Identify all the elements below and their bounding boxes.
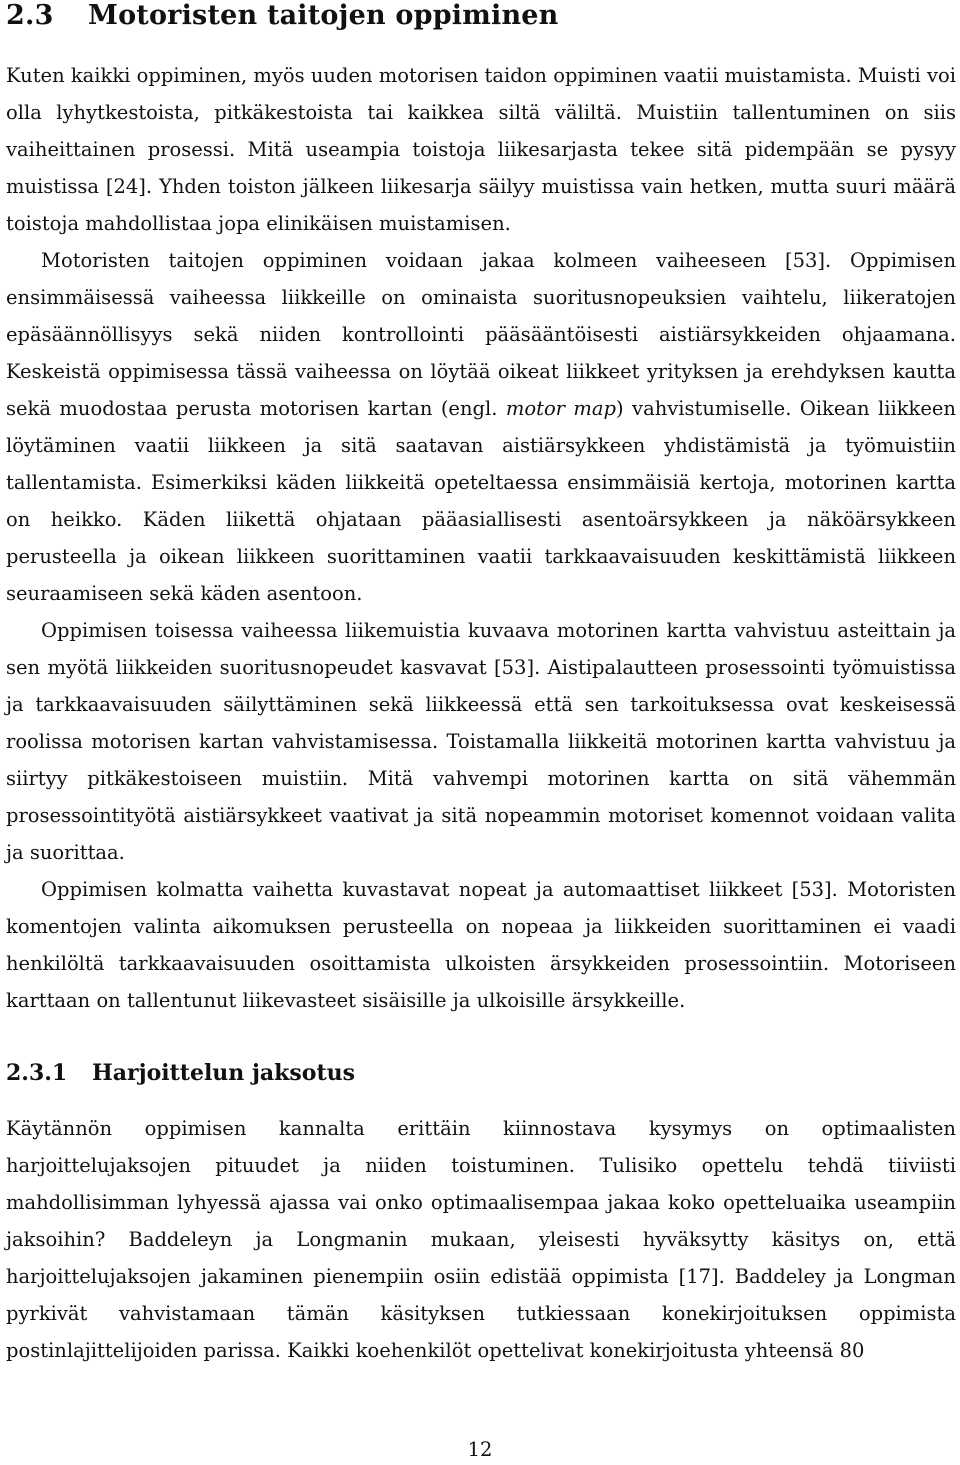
section-number: 2.3 xyxy=(6,0,54,31)
paragraph-text: . Aistipalautteen prosessointi työmuistissa ja tarkkaavaisuuden säilyttäminen sekä liikkeessä että sen tarkoituksessa ovat keskeisessä roolissa motorisen kartan vahvistamisessa. Toistamalla liikkeitä motorinen kartta vahvistuu ja siirtyy pitkäkestoiseen muistiin. Mitä vahvempi motorinen kartta on sitä vähemmän prosessointityötä aistiärsykkeet vaativat ja sitä nopeammin motoriset komennot voidaan valita ja suorittaa. xyxy=(6,656,956,864)
citation-link[interactable]: [53] xyxy=(791,878,832,901)
citation-link[interactable]: [53] xyxy=(784,249,826,272)
citation-link[interactable]: [24] xyxy=(105,175,146,198)
paragraph xyxy=(6,57,956,242)
paragraph-text: Oppimisen toisessa vaiheessa liikemuistia kuvaava motorinen kartta vahvistuu asteittain ja sen myötä liikkeiden suoritusnopeudet kasvavat xyxy=(6,619,956,679)
section-heading xyxy=(6,0,956,40)
paragraph-text: . Oppimisen ensimmäisessä vaiheessa liikkeille on ominaista suoritusnopeuksien vaihtelu, liikeratojen epäsäännöllisyys sekä niiden kontrollointi pääsääntöisesti aistiärsykkeiden ohjaamana. Keskeistä oppimisessa tässä vaiheessa on löytää oikeat liikkeet yrityksen ja erehdyksen kautta sekä muodostaa perusta motorisen kartan (engl. xyxy=(6,249,956,420)
paragraph xyxy=(6,612,956,871)
section-body xyxy=(6,57,956,1019)
paragraph-text: ) vahvistumiselle. Oikean liikkeen löytäminen vaatii liikkeen ja sitä saatavan aistiärsykkeen yhdistämistä ja työmuistiin tallentamista. Esimerkiksi käden liikkeitä opeteltaessa ensimmäisiä kertoja, motorinen kartta on heikko. Käden liikettä ohjataan pääasiallisesti asentoärsykkeen ja näköärsykkeen perusteella ja oikean liikkeen suorittaminen vaatii tarkkaavaisuuden keskittämistä liikkeen seuraamiseen sekä käden asentoon. xyxy=(6,397,956,605)
paragraph xyxy=(6,871,956,1019)
paragraph-text: Käytännön oppimisen kannalta erittäin kiinnostava kysymys on optimaalisten harjoittelujaksojen pituudet ja niiden toistuminen. Tulisiko opettelu tehdä tiiviisti mahdollisimman lyhyessä ajassa vai onko optimaalisempaa jakaa koko opetteluaika useampiin jaksoihin? Baddeleyn ja Longmanin mukaan, yleisesti hyväksytty käsitys on, että harjoittelujaksojen jakaminen pienempiin osiin edistää oppimista xyxy=(6,1117,956,1288)
paragraph-text: . Baddeley ja Longman pyrkivät vahvistamaan tämän käsityksen tutkiessaan konekirjoituksen oppimista postinlajittelijoiden parissa. Kaikki koehenkilöt opettelivat konekirjoitusta yhteensä 80 xyxy=(6,1265,956,1362)
subsection-heading xyxy=(6,1057,956,1089)
paragraph-text: Oppimisen kolmatta vaihetta kuvastavat nopeat ja automaattiset liikkeet xyxy=(41,878,792,901)
subsection-body xyxy=(6,1110,956,1369)
paragraph-text: Kuten kaikki oppiminen, myös uuden motorisen taidon oppiminen vaatii muistamista. Muisti voi olla lyhytkestoista, pitkäkestoista tai kaikkea siltä väliltä. Muistiin tallentuminen on siis vaiheittainen prosessi. Mitä useampia toistoja liikesarjasta tekee sitä pidempään se pysyy muistissa xyxy=(6,64,956,198)
emphasized-term: motor map xyxy=(505,397,617,420)
subsection-title: Harjoittelun jaksotus xyxy=(92,1060,356,1086)
paragraph-text: Motoristen taitojen oppiminen voidaan jakaa kolmeen vaiheeseen xyxy=(41,249,785,272)
section-title: Motoristen taitojen oppiminen xyxy=(88,0,559,31)
paragraph-text: . Yhden toiston jälkeen liikesarja säilyy muistissa vain hetken, mutta suuri määrä toistoja mahdollistaa jopa elinikäisen muistamisen. xyxy=(6,175,956,235)
document-page xyxy=(6,0,956,1369)
paragraph xyxy=(6,242,956,612)
page-number: 12 xyxy=(467,1438,493,1461)
paragraph-text: . Motoristen komentojen valinta aikomuksen perusteella on nopeaa ja liikkeiden suorittaminen ei vaadi henkilöltä tarkkaavaisuuden osoittamista ulkoisten ärsykkeiden prosessointiin. Motoriseen karttaan on tallentunut liikevasteet sisäisille ja ulkoisille ärsykkeille. xyxy=(6,878,956,1012)
citation-link[interactable]: [53] xyxy=(494,656,535,679)
citation-link[interactable]: [17] xyxy=(678,1265,719,1288)
paragraph xyxy=(6,1110,956,1369)
subsection-number: 2.3.1 xyxy=(6,1060,68,1086)
